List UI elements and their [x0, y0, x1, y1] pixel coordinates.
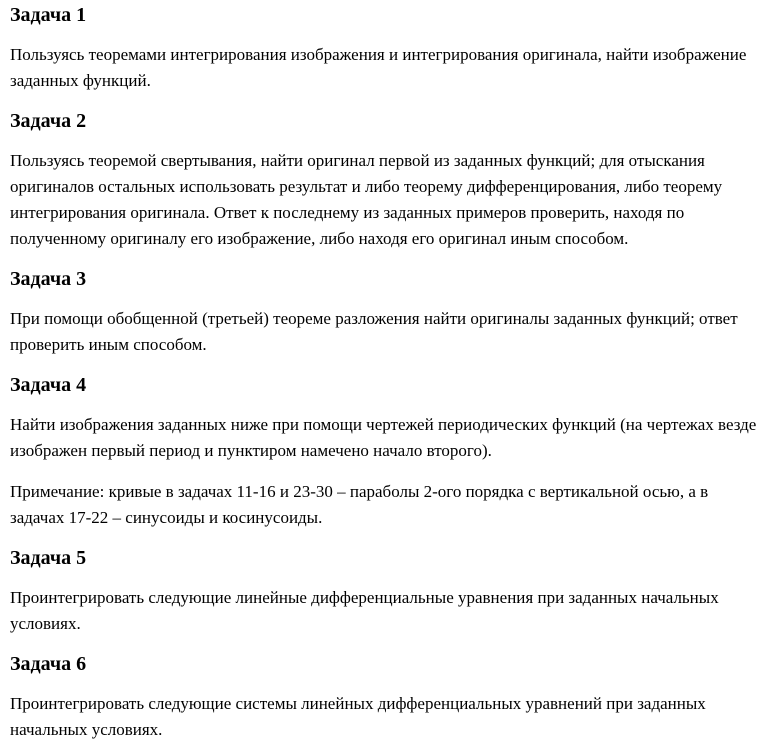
task-6-heading: Задача 6	[10, 653, 87, 675]
task-2-heading: Задача 2	[10, 110, 87, 132]
task-2-paragraph: Пользуясь теоремой свертывания, найти оригинал первой из заданных функций; для отыскания оригиналов остальных использовать результат и либо теорему дифференцирования, либо теорему интегрирования оригинала. Ответ к последнему из заданных примеров проверить, находя по полученному оригиналу его изображение, либо находя его оригинал иным способом.	[10, 151, 723, 248]
task-1-heading: Задача 1	[10, 4, 87, 26]
task-4-paragraph: Найти изображения заданных ниже при помощи чертежей периодических функций (на чертежах везде изображен первый период и пунктиром намечено начало второго).	[10, 415, 757, 460]
section-zadacha-3	[10, 267, 759, 358]
section-zadacha-1	[10, 3, 759, 94]
task-3-paragraph: При помощи обобщенной (третьей) теореме разложения найти оригиналы заданных функций; ответ проверить иным способом.	[10, 309, 738, 354]
section-zadacha-5	[10, 546, 759, 637]
task-4-heading: Задача 4	[10, 374, 87, 396]
task-6-paragraph: Проинтегрировать следующие системы линейных дифференциальных уравнений при заданных начальных условиях.	[10, 694, 706, 739]
task-1-paragraph: Пользуясь теоремами интегрирования изображения и интегрирования оригинала, найти изображение заданных функций.	[10, 45, 747, 90]
task-5-paragraph: Проинтегрировать следующие линейные дифференциальные уравнения при заданных начальных условиях.	[10, 588, 719, 633]
task-5-heading: Задача 5	[10, 547, 87, 569]
section-zadacha-6	[10, 652, 759, 743]
task-4-note-paragraph: Примечание: кривые в задачах 11-16 и 23-30 – параболы 2-ого порядка с вертикальной осью, а в задачах 17-22 – синусоиды и косинусоиды.	[10, 482, 709, 527]
section-zadacha-4	[10, 373, 759, 531]
task-3-heading: Задача 3	[10, 268, 87, 290]
section-zadacha-2	[10, 109, 759, 252]
